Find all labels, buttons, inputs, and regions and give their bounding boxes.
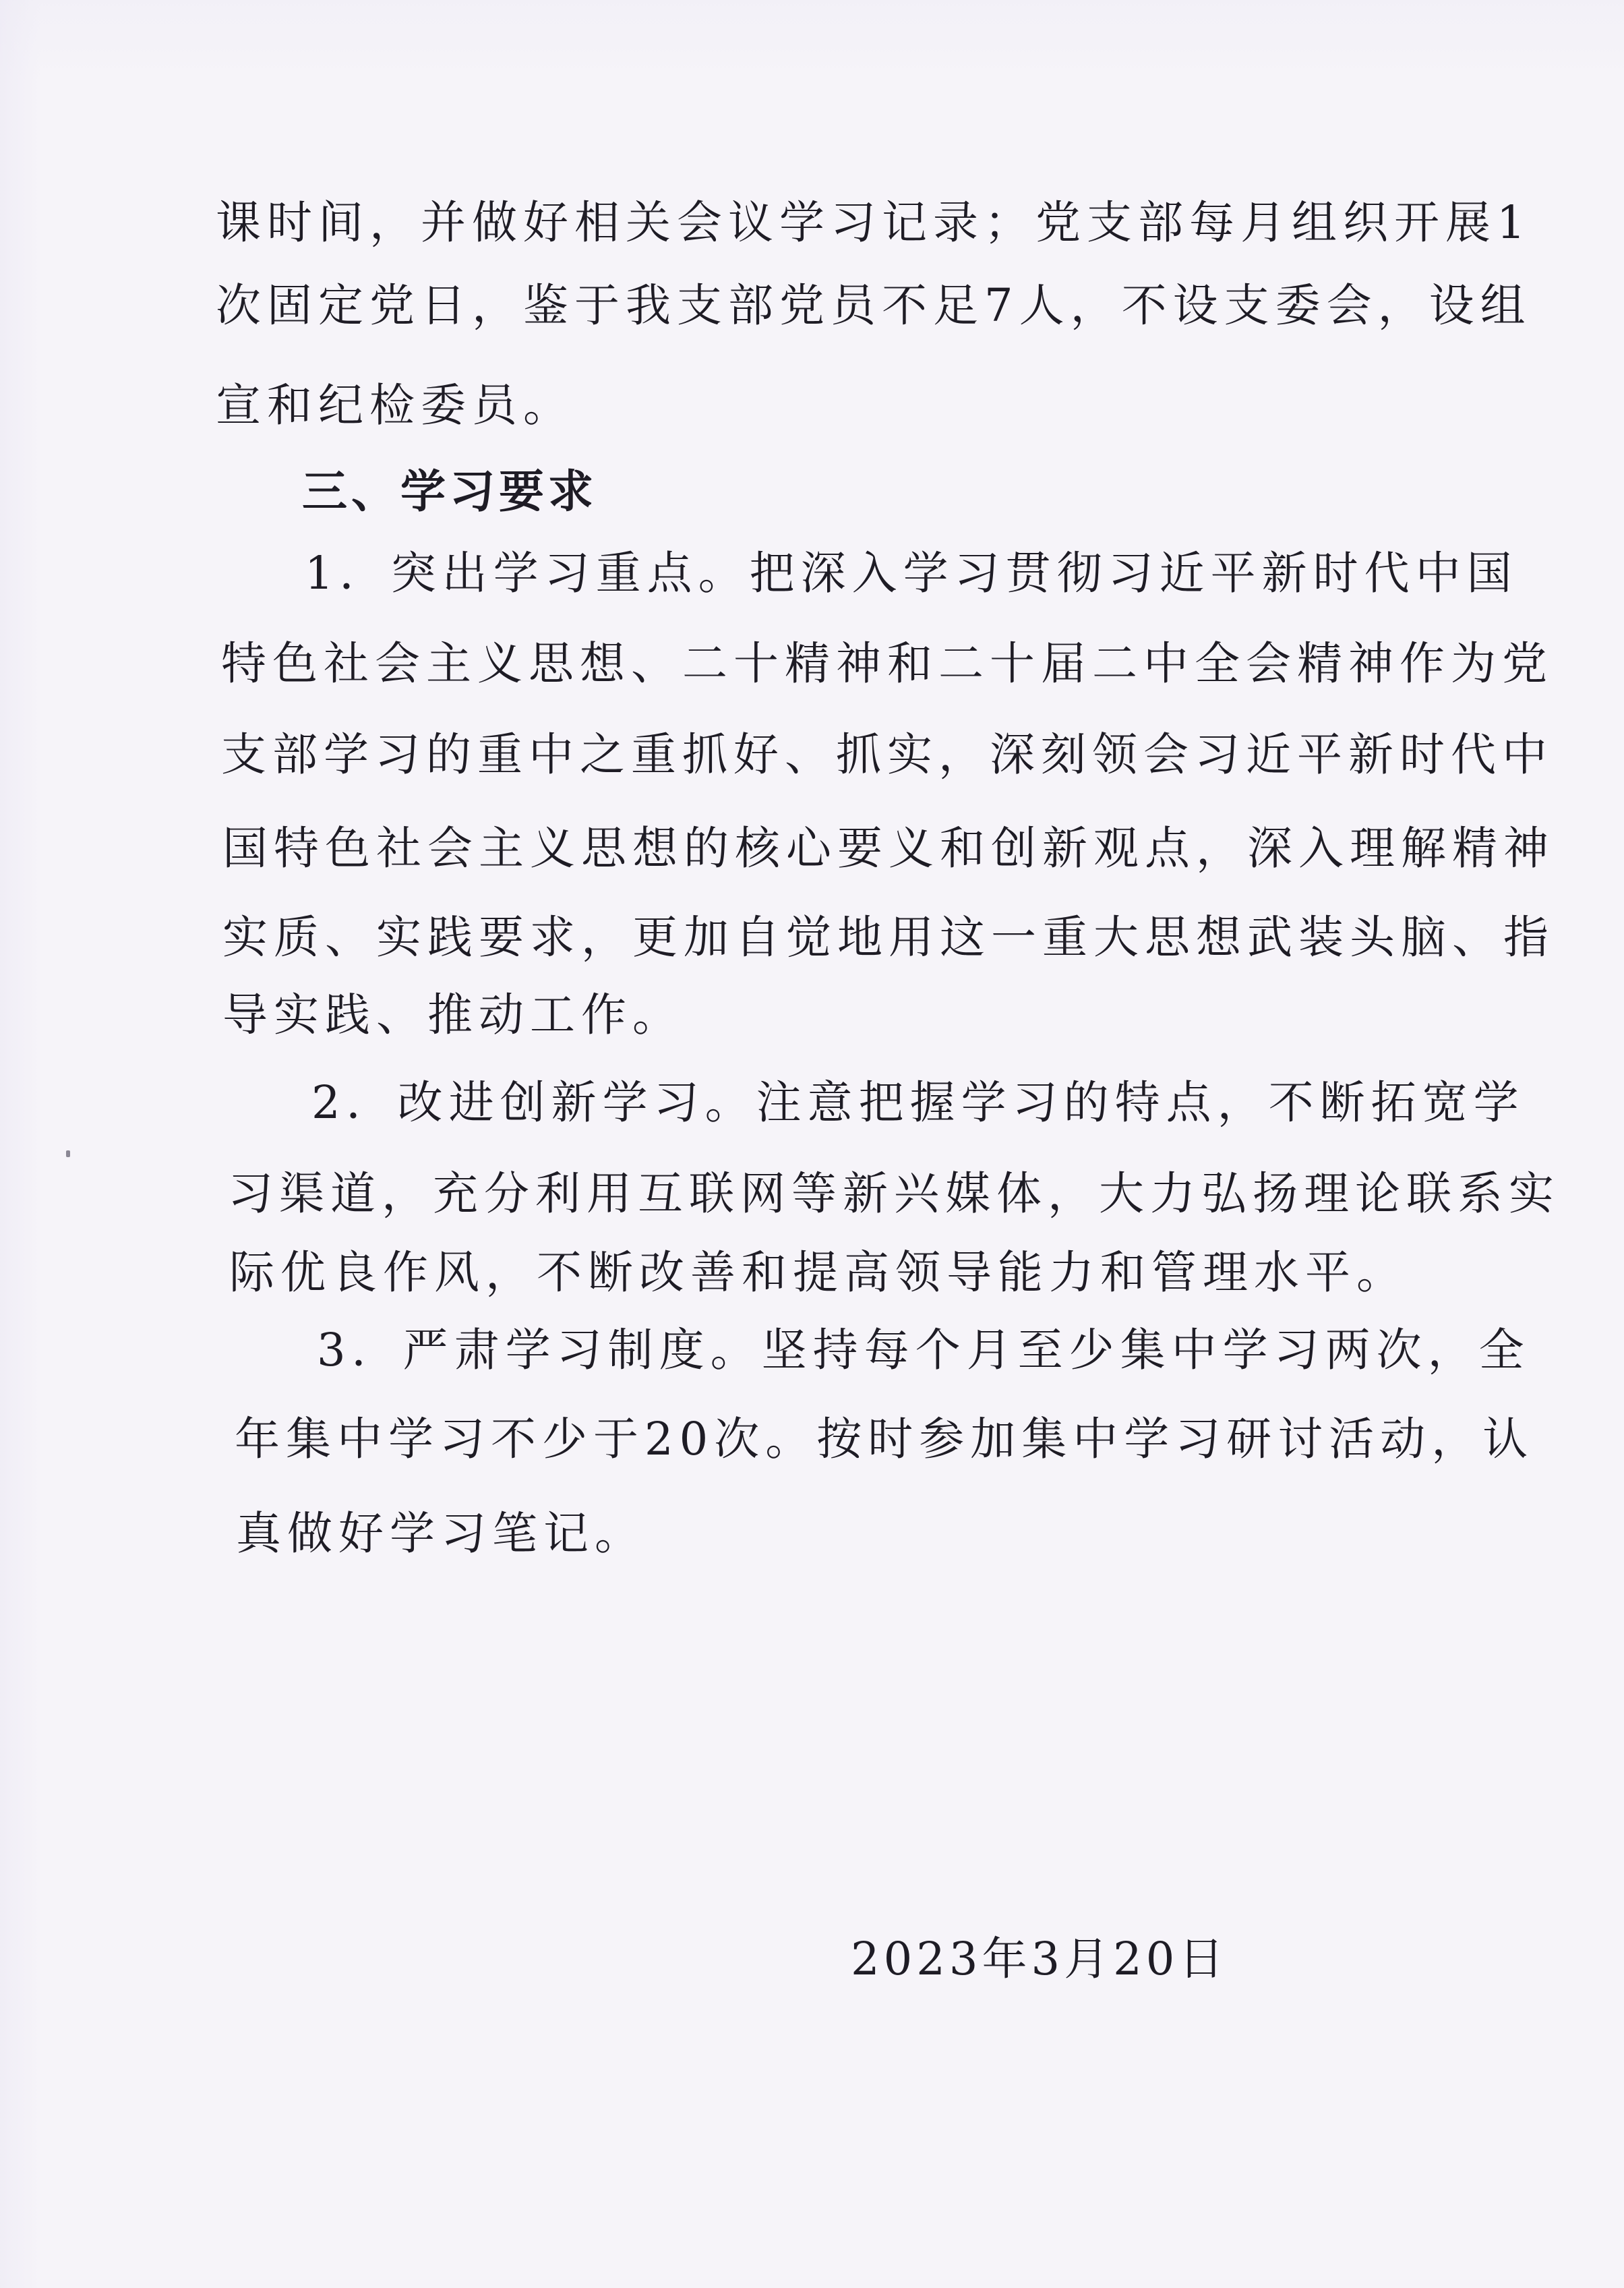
paragraph-1-line-4: 国特色社会主义思想的核心要义和创新观点，深入理解精神: [222, 822, 1555, 875]
body-line-1: 课时间，并做好相关会议学习记录；党支部每月组织开展1: [216, 196, 1532, 249]
scan-speck: [66, 1150, 70, 1157]
paragraph-2-line-2: 习渠道，充分利用互联网等新兴媒体，大力弘扬理论联系实: [228, 1167, 1560, 1220]
paragraph-1-line-2: 特色社会主义思想、二十精神和二十届二中全会精神作为党: [221, 637, 1553, 690]
document-date: 2023年3月20日: [851, 1933, 1228, 1985]
section-heading: 三、学习要求: [302, 465, 597, 518]
paragraph-3-line-3: 真做好学习笔记。: [236, 1507, 646, 1560]
body-line-3: 宣和纪检委员。: [216, 379, 574, 432]
paragraph-3-line-2: 年集中学习不少于20次。按时参加集中学习研讨活动，认: [235, 1413, 1534, 1465]
paragraph-1-line-6: 导实践、推动工作。: [222, 989, 684, 1041]
paragraph-3-line-1: 3．严肃学习制度。坚持每个月至少集中学习两次，全: [317, 1324, 1530, 1376]
body-line-2: 次固定党日，鉴于我支部党员不足7人，不设支委会，设组: [216, 279, 1532, 332]
paragraph-2-line-3: 际优良作风，不断改善和提高领导能力和管理水平。: [229, 1246, 1408, 1299]
paragraph-1-line-3: 支部学习的重中之重抓好、抓实，深刻领会习近平新时代中: [221, 728, 1553, 781]
paragraph-1-line-5: 实质、实践要求，更加自觉地用这一重大思想武装头脑、指: [222, 911, 1555, 964]
paragraph-1-line-1: 1．突出学习重点。把深入学习贯彻习近平新时代中国: [305, 547, 1518, 599]
paragraph-2-line-1: 2．改进创新学习。注意把握学习的特点，不断拓宽学: [311, 1076, 1525, 1129]
